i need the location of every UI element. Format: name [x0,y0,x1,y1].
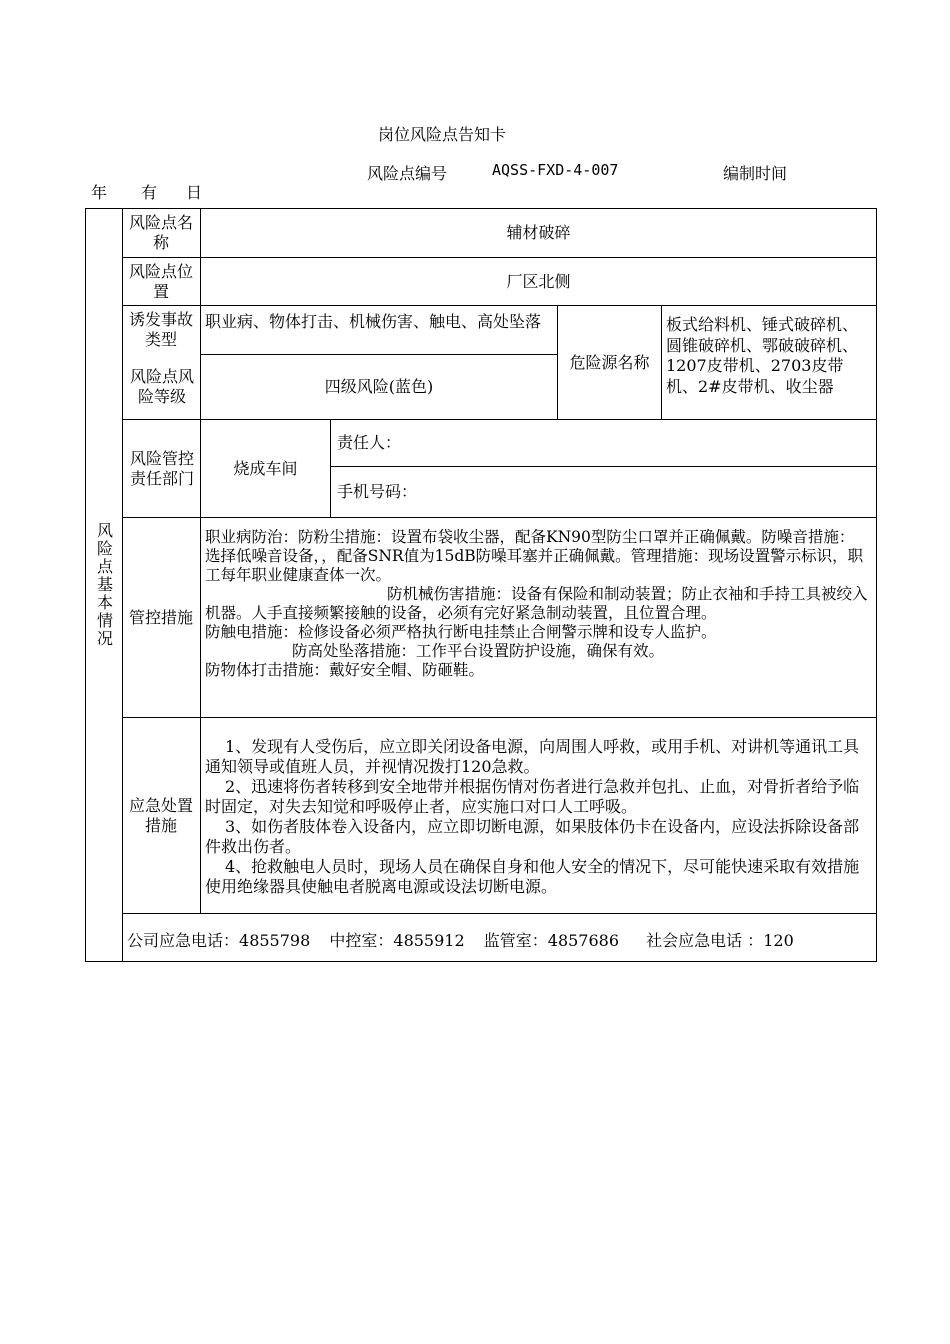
responsible-person-field: 责任人： [337,433,402,452]
hazard-name-label: 危险源名称 [569,352,650,372]
control-line-health: 职业病防治：防粉尘措施：设置布袋收尘器，配备KN90型防尘口罩并正确佩戴。防噪音措施：选择低噪音设备，，配备SNR值为15dB防噪耳塞并正确佩戴。管理措施：现场设置警示标识，职工每年职业健康查体一次。 [205,528,864,584]
hazard-name-value: 板式给料机、锤式破碎机、圆锥破碎机、鄂破破碎机、1207皮带机、2703皮带机、2#皮带机、收尘器 [666,315,859,396]
emergency-measures-label: 应急处置措施 [128,795,193,835]
control-line-electric: 防触电措施：检修设备必须严格执行断电挂禁止合闸警示牌和设专人监护。 [205,623,717,641]
control-line-impact: 防物体打击措施：戴好安全帽、防砸鞋。 [205,661,485,679]
page-title: 岗位风险点告知卡 [378,125,507,144]
emergency-line-4: 4、抢救触电人员时，现场人员在确保自身和他人安全的情况下，尽可能快速采取有效措施使用绝缘器具使触电者脱离电源或设法切断电源。 [205,857,860,896]
risk-level-label: 风险点风险等级 [129,367,194,406]
accident-type-label: 诱发事故类型 [128,310,193,349]
control-room-label: 中控室： [329,931,394,950]
phone-number-field: 手机号码： [337,482,418,501]
date-year: 年 [91,183,108,202]
company-phone: 4855798 [239,931,311,950]
risk-location-label: 风险点位置 [128,261,193,301]
date-day: 日 [186,183,203,202]
control-room-phone: 4855912 [393,931,465,950]
public-emergency-label: 社会应急电话 ： [646,931,764,950]
supervision-label: 监管室： [483,931,548,950]
control-measures-text [205,528,869,680]
control-line-mechanical: 防机械伤害措施：设备有保险和制动装置；防止衣袖和手持工具被绞入机器。人手直接频繁接触的设备，必须有完好紧急制动装置，且位置合理。 [205,585,868,622]
risk-location-value: 厂区北侧 [506,271,571,291]
compile-date-label: 编制时间 [723,164,788,183]
company-phone-label: 公司应急电话： [127,931,240,950]
dept-value: 烧成车间 [233,458,298,478]
emergency-line-3: 3、如伤者肢体卷入设备内，应立即切断电源，如果肢体仍卡在设备内，应设法拆除设备部件救出伤者。 [205,817,860,856]
side-label: 风险点基本情况 [94,522,114,648]
public-emergency-phone: 120 [763,931,794,950]
risk-code-label: 风险点编号 [367,164,448,183]
risk-card-table [85,208,877,962]
emergency-line-1: 1、发现有人受伤后，应立即关闭设备电源，向周围人呼救，或用手机、对讲机等通讯工具通知领导或值班人员，并视情况拨打120急救。 [205,737,860,776]
date-month: 有 [141,183,158,202]
risk-code-value: AQSS-FXD-4-007 [492,161,619,179]
control-line-fall: 防高处坠落措施：工作平台设置防护设施，确保有效。 [292,642,665,660]
dept-label: 风险管控责任部门 [129,448,194,488]
emergency-measures-text [205,737,869,897]
accident-type-value: 职业病、物体打击、机械伤害、触电、高处坠落 [205,312,542,331]
emergency-phones [127,928,794,951]
supervision-phone: 4857686 [547,931,620,950]
emergency-line-2: 2、迅速将伤者转移到安全地带并根据伤情对伤者进行急救并包扎、止血，对骨折者给予临时固定，对失去知觉和呼吸停止者，应实施口对口人工呼吸。 [205,777,860,816]
risk-name-label: 风险点名称 [128,213,193,252]
control-measures-label: 管控措施 [128,607,193,627]
risk-level-value: 四级风险(蓝色) [324,377,434,396]
risk-name-value: 辅材破碎 [506,223,571,242]
